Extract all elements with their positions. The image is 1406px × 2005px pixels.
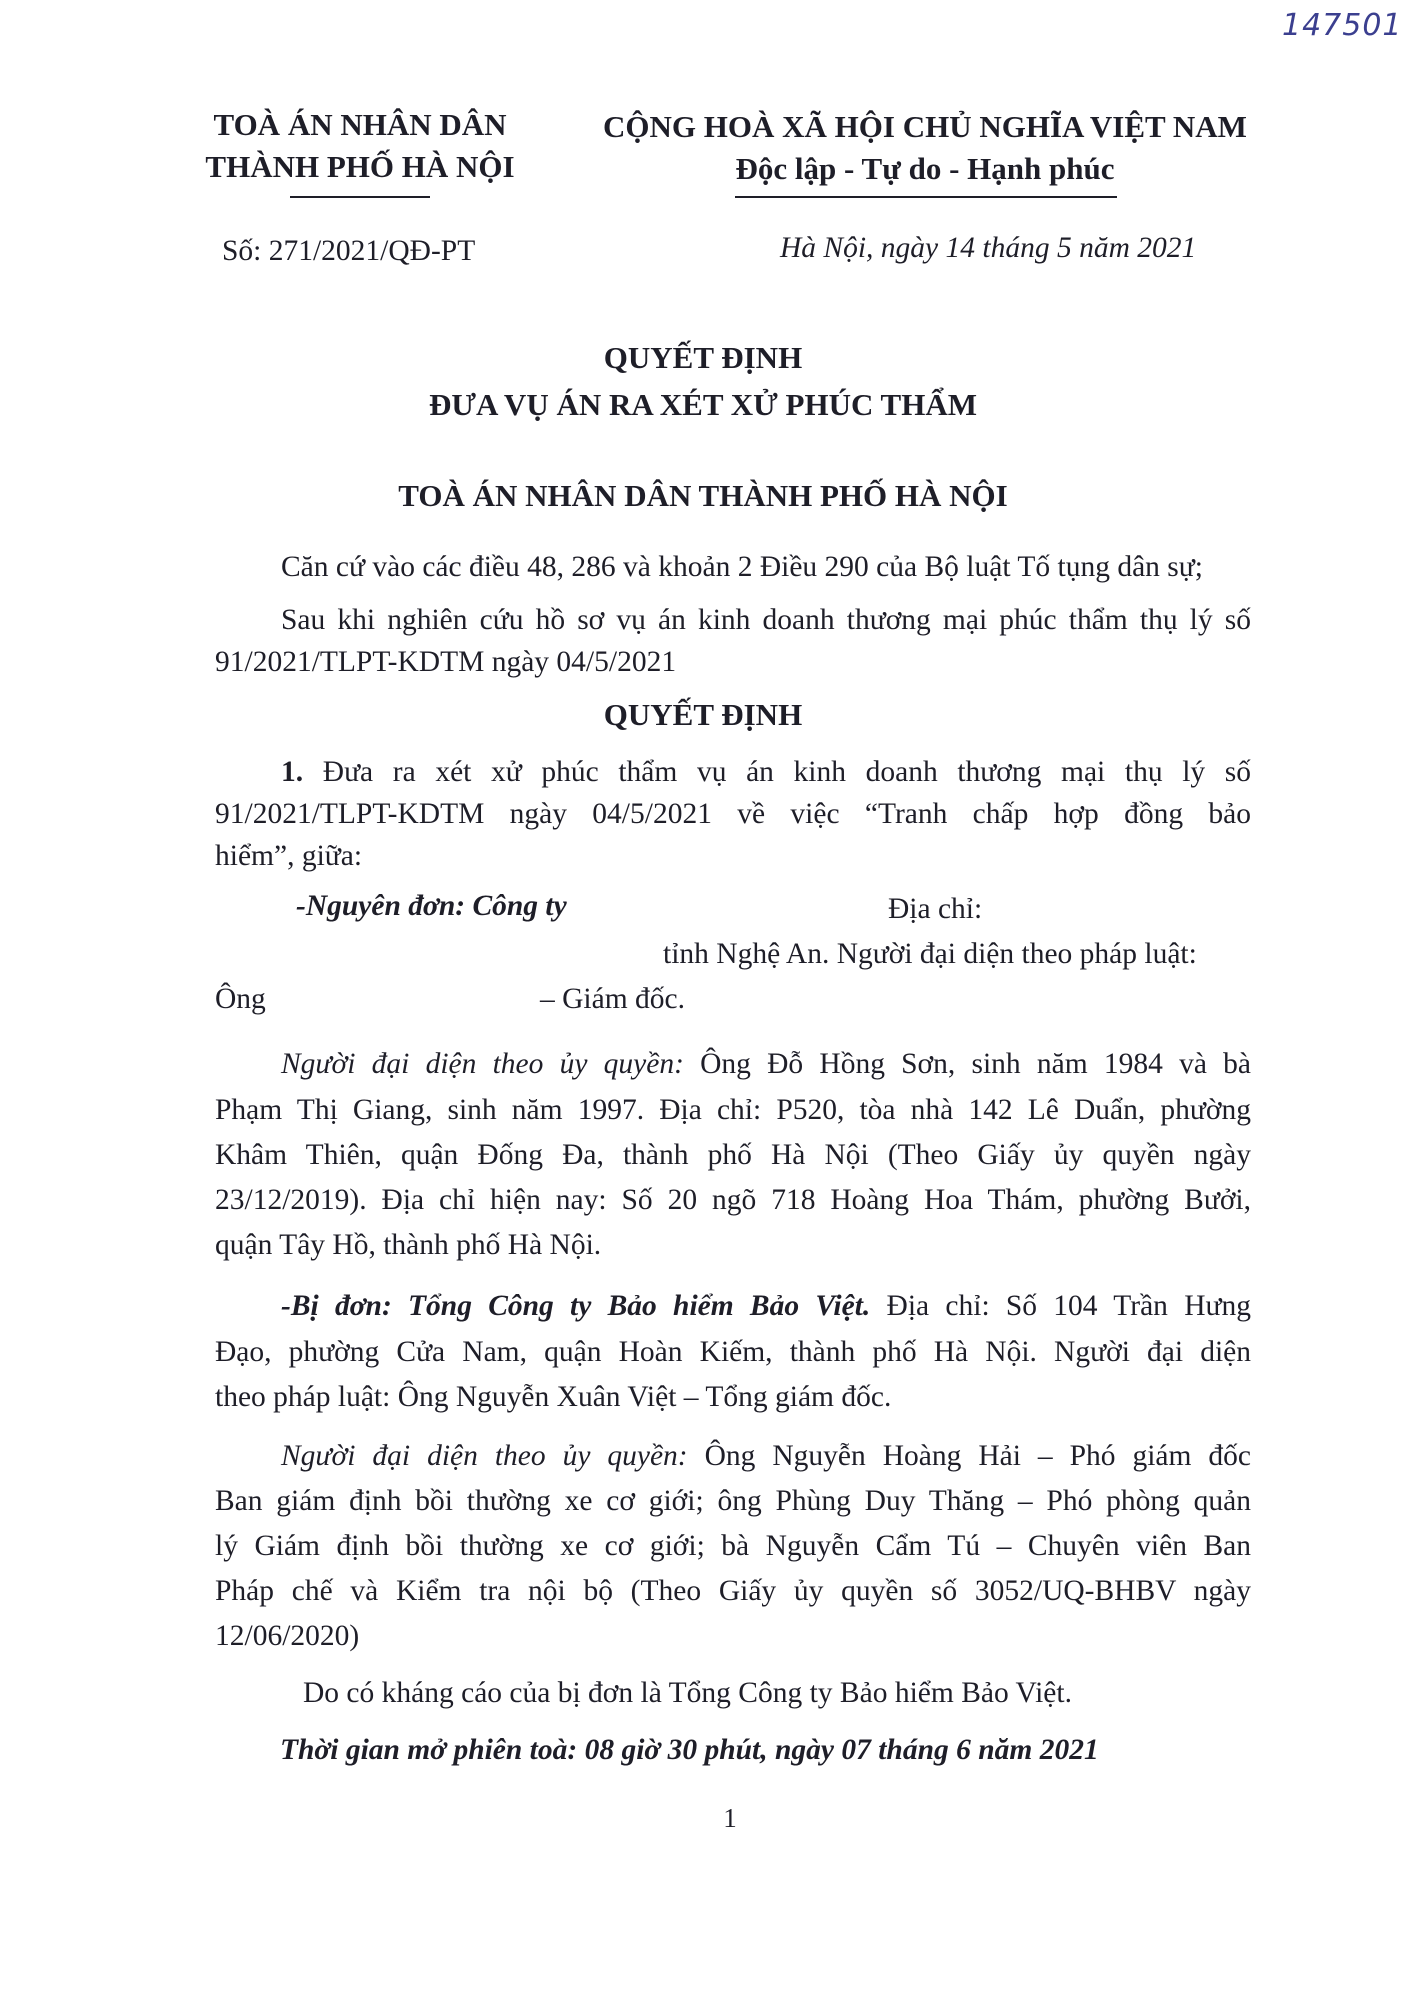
republic-name: CỘNG HOÀ XÃ HỘI CHỦ NGHĨA VIỆT NAM [603, 109, 1247, 144]
issuing-authority: TOÀ ÁN NHÂN DÂN THÀNH PHỐ HÀ NỘI [398, 478, 1008, 513]
plaintiff-authorized-line1 [215, 1042, 1251, 1087]
review-paragraph-line2: 91/2021/TLPT-KDTM ngày 04/5/2021 [215, 646, 677, 678]
defendant-line2: Đạo, phường Cửa Nam, quận Hoàn Kiếm, thành phố Hà Nội. Người đại diện [215, 1336, 1251, 1368]
plaintiff-authorized-line2: Phạm Thị Giang, sinh năm 1997. Địa chỉ: P520, tòa nhà 142 Lê Duẩn, phường [215, 1094, 1251, 1126]
item-1-text: Đưa ra xét xử phúc thẩm vụ án kinh doanh thương mại thụ lý số [322, 756, 1252, 788]
defendant-authorized-line1 [215, 1434, 1251, 1479]
item-1-line2: 91/2021/TLPT-KDTM ngày 04/5/2021 về việc “Tranh chấp hợp đồng bảo [215, 798, 1251, 830]
plaintiff-address-province: tỉnh Nghệ An. Người đại diện theo pháp luật: [663, 938, 1197, 970]
defendant-authorized-line2: Ban giám định bồi thường xe cơ giới; ông Phùng Duy Thăng – Phó phòng quản [215, 1485, 1251, 1517]
decision-title: QUYẾT ĐỊNH [603, 340, 803, 375]
handwritten-archive-number: 147501 [1282, 8, 1403, 43]
defendant-authorized-line5: 12/06/2020) [215, 1620, 360, 1652]
page-number: 1 [723, 1803, 737, 1833]
defendant-authorized-line3: lý Giám định bồi thường xe cơ giới; bà Nguyễn Cẩm Tú – Chuyên viên Ban [215, 1530, 1251, 1562]
defendant-address: Địa chỉ: Số 104 Trần Hưng [886, 1290, 1251, 1322]
plaintiff-authorized-label: Người đại diện theo ủy quyền: [281, 1048, 684, 1080]
defendant-label: -Bị đơn: Tổng Công ty Bảo hiểm Bảo Việt. [281, 1290, 871, 1322]
plaintiff-address-label: Địa chỉ: [888, 893, 983, 925]
plaintiff-authorized-line4: 23/12/2019). Địa chỉ hiện nay: Số 20 ngõ 718 Hoàng Hoa Thám, phường Bưởi, [215, 1184, 1251, 1216]
plaintiff-rep-prefix: Ông [215, 983, 266, 1015]
review-paragraph-line1: Sau khi nghiên cứu hồ sơ vụ án kinh doanh thương mại phúc thẩm thụ lý số [281, 604, 1251, 636]
court-name-underline [290, 196, 430, 198]
court-name-line2: THÀNH PHỐ HÀ NỘI [205, 149, 515, 184]
national-motto: Độc lập - Tự do - Hạnh phúc [735, 151, 1115, 186]
motto-underline [735, 196, 1117, 198]
defendant-authorized-label: Người đại diện theo ủy quyền: [281, 1440, 688, 1472]
item-1-line1 [215, 750, 1251, 795]
item-number: 1. [281, 756, 304, 788]
defendant-line3: theo pháp luật: Ông Nguyễn Xuân Việt – Tổng giám đốc. [215, 1381, 892, 1413]
defendant-line1 [215, 1284, 1251, 1329]
plaintiff-authorized-line5: quận Tây Hồ, thành phố Hà Nội. [215, 1229, 602, 1261]
court-name-line1: TOÀ ÁN NHÂN DÂN [213, 107, 507, 142]
defendant-authorized-text: Ông Nguyễn Hoàng Hải – Phó giám đốc [704, 1440, 1252, 1472]
plaintiff-authorized-text: Ông Đỗ Hồng Sơn, sinh năm 1984 và bà [700, 1048, 1251, 1080]
legal-basis-paragraph: Căn cứ vào các điều 48, 286 và khoản 2 Điều 290 của Bộ luật Tố tụng dân sự; [281, 551, 1203, 583]
plaintiff-rep-title: – Giám đốc. [540, 983, 686, 1015]
appeal-statement: Do có kháng cáo của bị đơn là Tổng Công ty Bảo hiểm Bảo Việt. [303, 1677, 1072, 1709]
plaintiff-authorized-line3: Khâm Thiên, quận Đống Đa, thành phố Hà Nội (Theo Giấy ủy quyền ngày [215, 1139, 1251, 1171]
item-1-line3: hiểm”, giữa: [215, 840, 363, 872]
document-number: Số: 271/2021/QĐ-PT [222, 235, 476, 267]
plaintiff-label: -Nguyên đơn: Công ty [296, 890, 567, 922]
decision-heading: QUYẾT ĐỊNH [603, 697, 803, 732]
defendant-authorized-line4: Pháp chế và Kiểm tra nội bộ (Theo Giấy ủy quyền số 3052/UQ-BHBV ngày [215, 1575, 1251, 1607]
hearing-time: Thời gian mở phiên toà: 08 giờ 30 phút, ngày 07 tháng 6 năm 2021 [280, 1734, 1099, 1766]
issue-date-place: Hà Nội, ngày 14 tháng 5 năm 2021 [780, 232, 1197, 264]
decision-subtitle: ĐƯA VỤ ÁN RA XÉT XỬ PHÚC THẨM [429, 387, 977, 422]
